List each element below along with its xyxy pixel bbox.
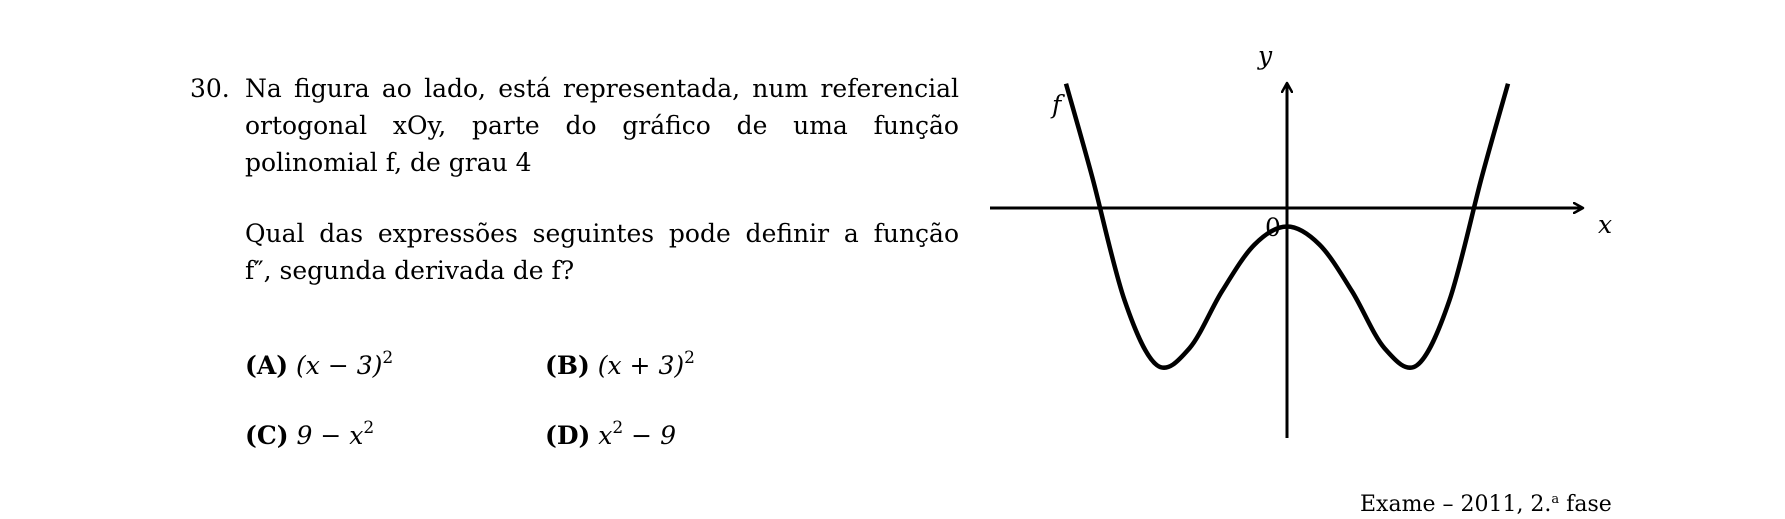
question-number: 30.	[190, 74, 230, 103]
function-label: f	[1052, 90, 1062, 119]
question-intro-line-1: Na figura ao lado, está representada, num referencial	[245, 74, 959, 103]
origin-label: 0	[1265, 213, 1281, 242]
option-c-base: 9 − x	[296, 421, 364, 450]
option-b-base: (x + 3)	[597, 351, 685, 380]
option-b-label: (B)	[545, 351, 590, 380]
question-intro-line-3: polinomial f, de grau 4	[245, 148, 532, 177]
option-d-label: (D)	[545, 421, 591, 450]
source-sup: a	[1551, 492, 1560, 507]
option-c-exponent: 2	[363, 418, 375, 438]
x-axis-label: x	[1598, 210, 1613, 239]
question-prompt-line-1: Qual das expressões seguintes pode definir a função	[245, 219, 959, 248]
option-d-tail: − 9	[623, 421, 676, 450]
source-text: Exame – 2011, 2.	[1360, 492, 1552, 517]
option-d-exponent: 2	[612, 418, 624, 438]
option-a-exponent: 2	[382, 348, 394, 368]
y-axis-label: y	[1258, 41, 1273, 70]
question-prompt-line-2: f″, segunda derivada de f?	[245, 256, 575, 285]
exam-source	[1360, 492, 1612, 517]
source-text-after: fase	[1559, 492, 1612, 517]
option-b-exponent: 2	[684, 348, 695, 368]
option-a-label: (A)	[245, 351, 289, 380]
option-a-base: (x − 3)	[296, 351, 383, 380]
question-intro-line-2: ortogonal xOy, parte do gráfico de uma função	[245, 111, 959, 140]
option-c-label: (C)	[245, 421, 289, 450]
option-d-base: x	[598, 421, 613, 450]
